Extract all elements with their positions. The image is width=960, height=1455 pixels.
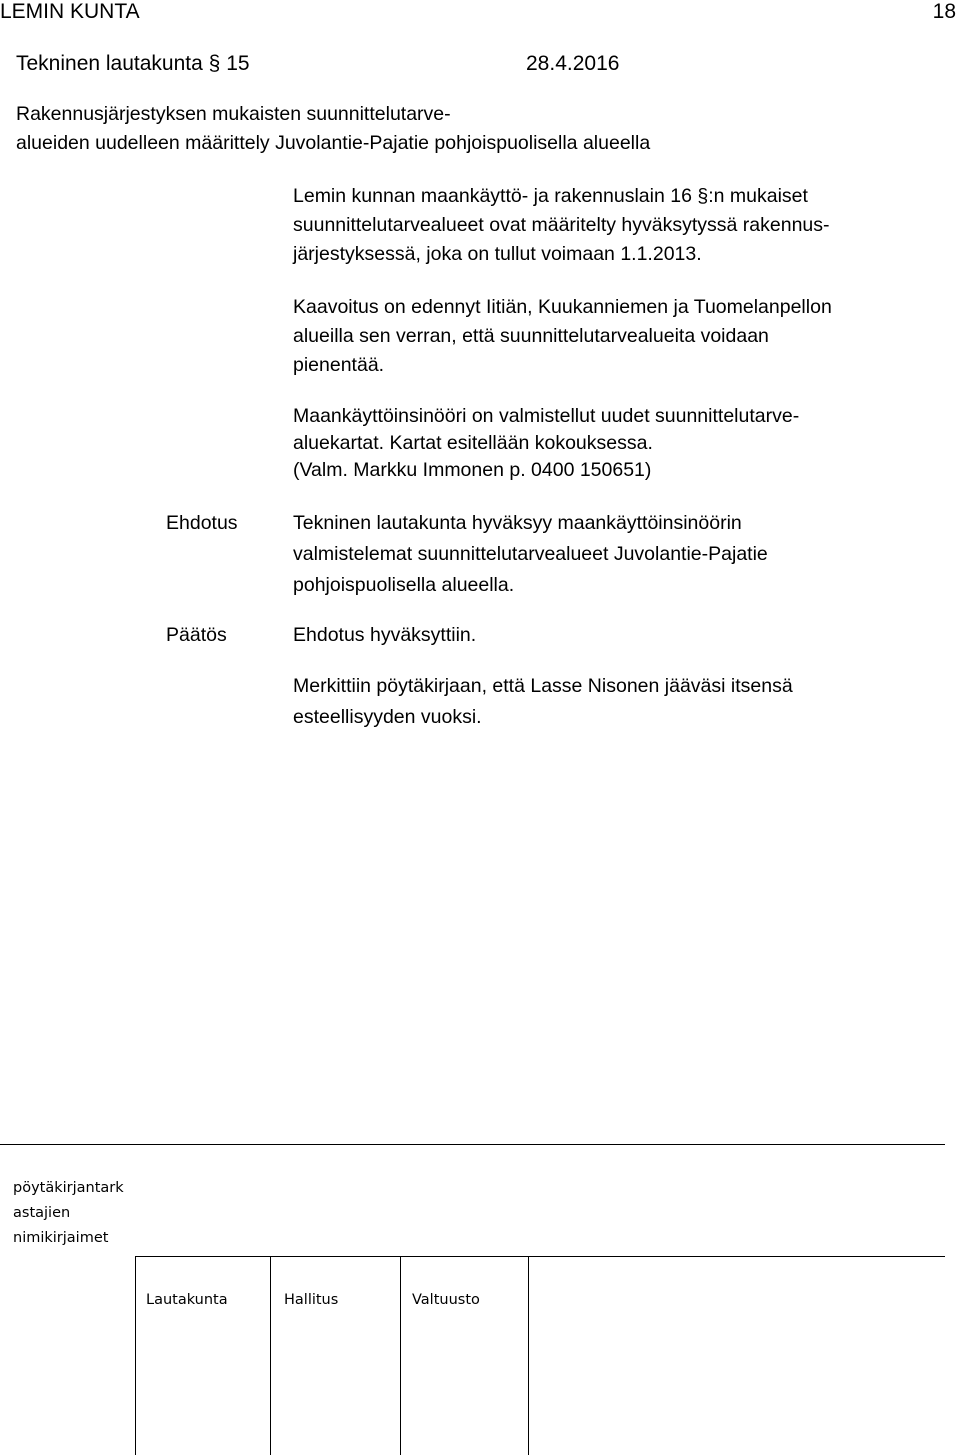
section-symbol: § [208, 52, 221, 75]
signature-column-valtuusto: Valtuusto [412, 1292, 480, 1308]
signature-table-divider-3 [400, 1256, 401, 1455]
signature-table-divider-4 [528, 1256, 529, 1455]
background-p1-section-symbol: § [697, 185, 709, 207]
background-p1-text-a: Lemin kunnan maankäyttö- ja rakennuslain 16 [293, 185, 698, 207]
background-p2-line-1: Kaavoitus on edennyt Iitiän, Kuukanniemen ja Tuomelanpellon [293, 296, 832, 318]
proposal-line-1: Tekninen lautakunta hyväksyy maankäyttöinsinöörin [293, 512, 742, 534]
decision-line-1: Ehdotus hyväksyttiin. [293, 624, 477, 646]
proposal-label: Ehdotus [166, 512, 238, 534]
item-title-line-1: Rakennusjärjestyksen mukaisten suunnittelutarve- [16, 103, 451, 125]
signature-table-top-border [135, 1256, 945, 1257]
signature-table-divider-1 [135, 1256, 136, 1455]
signature-label-line-2: astajien [13, 1205, 71, 1221]
footer-top-rule [0, 1144, 945, 1145]
board-name: Tekninen lautakunta [16, 52, 203, 75]
org-name: LEMIN KUNTA [0, 0, 140, 23]
decision-note-line-1: Merkittiin pöytäkirjaan, että Lasse Nisonen jääväsi itsensä [293, 675, 793, 697]
background-p1-line-1 [293, 182, 808, 211]
proposal-line-2: valmistelemat suunnittelutarvealueet Juvolantie-Pajatie [293, 543, 768, 565]
background-p1-line-3: järjestyksessä, joka on tullut voimaan 1.1.2013. [293, 243, 702, 265]
background-p3-line-2: aluekartat. Kartat esitellään kokouksessa. [293, 432, 653, 454]
proposal-line-3: pohjoispuolisella alueella. [293, 574, 515, 596]
signature-table-divider-2 [270, 1256, 271, 1455]
signature-column-hallitus: Hallitus [284, 1292, 339, 1308]
page-number: 18 [932, 0, 956, 23]
decision-note-line-2: esteellisyyden vuoksi. [293, 706, 482, 728]
meeting-line [16, 52, 250, 76]
background-p2-line-3: pienentää. [293, 354, 385, 376]
background-p2-line-2: alueilla sen verran, että suunnittelutarvealueita voidaan [293, 325, 769, 347]
decision-label: Päätös [166, 624, 227, 646]
signature-label-line-1: pöytäkirjantark [13, 1180, 124, 1196]
background-p1-line-2: suunnittelutarvealueet ovat määritelty hyväksytyssä rakennus- [293, 214, 830, 236]
signature-column-lautakunta: Lautakunta [146, 1292, 228, 1308]
background-p1-text-b: :n mukaiset [708, 185, 808, 207]
meeting-date: 28.4.2016 [526, 52, 620, 75]
item-title-line-2: alueiden uudelleen määrittely Juvolantie-Pajatie pohjoispuolisella alueella [16, 132, 651, 154]
signature-label-line-3: nimikirjaimet [13, 1230, 109, 1246]
section-number: 15 [226, 52, 250, 75]
background-p3-line-1: Maankäyttöinsinööri on valmistellut uudet suunnittelutarve- [293, 405, 800, 427]
background-p3-line-3: (Valm. Markku Immonen p. 0400 150651) [293, 459, 652, 481]
